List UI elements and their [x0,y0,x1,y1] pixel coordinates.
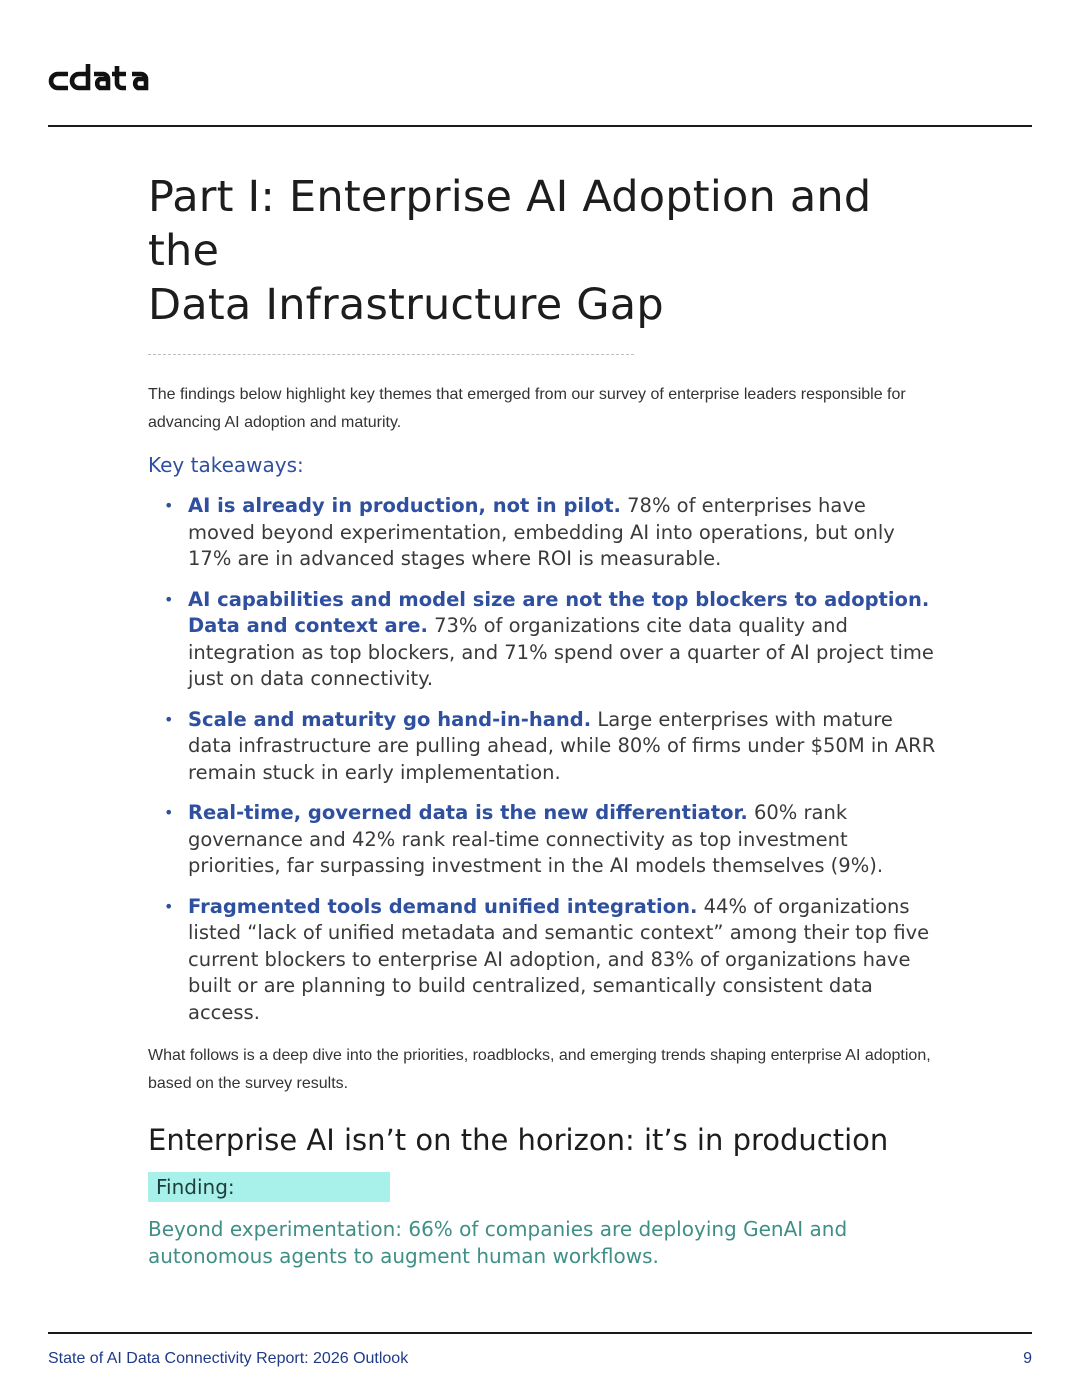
takeaways-list [148,493,938,1026]
cdata-logo-icon [48,62,164,94]
takeaway-item [148,707,938,787]
footer-page-number: 9 [1023,1350,1032,1367]
finding-label: Finding: [148,1172,390,1202]
takeaway-item [148,800,938,880]
footer-report-title: State of AI Data Connectivity Report: 2026 Outlook [48,1350,409,1367]
bullet-icon: • [164,803,174,822]
takeaway-text: 44% of organizations listed “lack of unified metadata and semantic context” among their top five current blockers to enterprise AI adoption, and 83% of organizations have built or are planning to build centralized, semantically consistent data access. [188,894,930,1024]
takeaway-text: Large enterprises with mature data infrastructure are pulling ahead, while 80% of firms under $50M in ARR remain stuck in early implementation. [188,707,936,784]
takeaway-bold: Scale and maturity go hand-in-hand. [188,707,592,731]
takeaway-item [148,894,938,1027]
page-title-line1: Part I: Enterprise AI Adoption and the [148,172,872,276]
intro-paragraph: The findings below highlight key themes that emerged from our survey of enterprise leaders responsible for advancing AI adoption and maturity. [148,386,906,431]
takeaway-item [148,493,938,573]
bullet-icon: • [164,896,174,916]
takeaway-bold: AI is already in production, not in pilot. [188,494,621,517]
closing-paragraph: What follows is a deep dive into the priorities, roadblocks, and emerging trends shaping enterprise AI adoption, based on the survey results. [148,1047,931,1092]
finding-text: Beyond experimentation: 66% of companies are deploying GenAI and autonomous agents to augment human workflows. [148,1217,848,1268]
takeaway-text: 73% of organizations cite data quality and integration as top blockers, and 71% spend over a quarter of AI project time just on data connectivity. [188,614,934,690]
takeaway-bold: AI capabilities and model size are not the top blockers to adoption. Data and context are. [188,587,930,637]
bullet-icon: • [164,589,174,609]
bullet-icon: • [164,709,174,729]
takeaway-text: 78% of enterprises have moved beyond experimentation, embedding AI into operations, but only 17% are in advanced stages where ROI is measurable. [188,494,895,570]
footer-divider [48,1332,1032,1334]
page-title [148,170,938,332]
takeaway-bold: Real-time, governed data is the new differentiator. [188,801,748,824]
main-content [148,170,938,1270]
title-dashed-divider [148,354,634,355]
section-title: Enterprise AI isn’t on the horizon: it’s in production [148,1123,889,1157]
takeaway-item [148,587,938,693]
bullet-icon: • [164,496,174,515]
key-takeaways-heading: Key takeaways: [148,453,304,477]
header-divider [48,125,1032,127]
cdata-logo [48,62,164,94]
page-title-line2: Data Infrastructure Gap [148,280,664,330]
takeaway-text: 60% rank governance and 42% rank real-time connectivity as top investment priorities, far surpassing investment in the AI models themselves (9%). [188,801,884,877]
takeaway-bold: Fragmented tools demand unified integration. [188,894,698,918]
